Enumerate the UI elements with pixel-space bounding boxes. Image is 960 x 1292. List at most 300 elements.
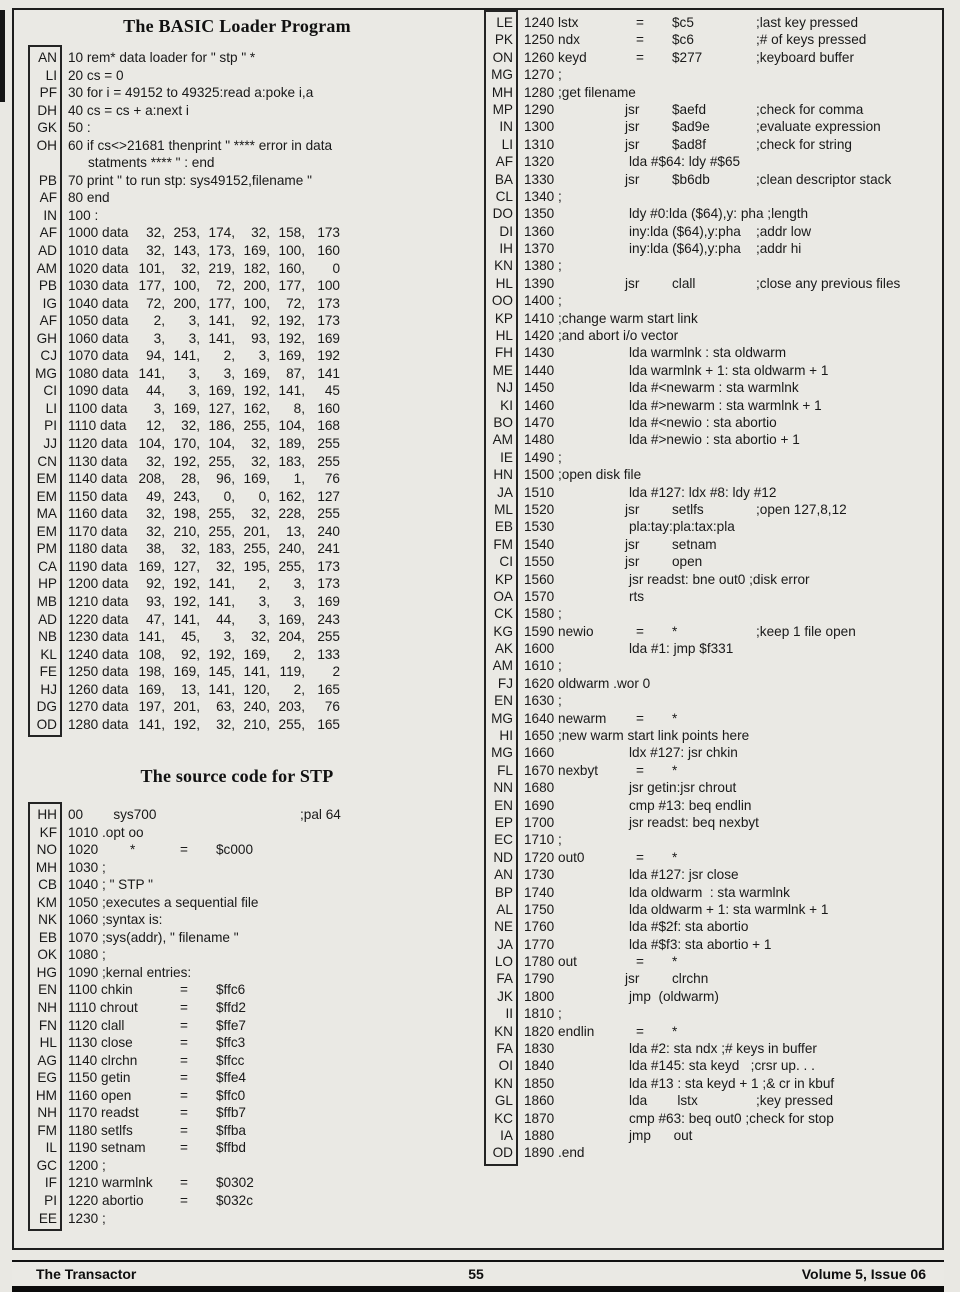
- line-number: 1030 data: [68, 278, 129, 294]
- code-text: 1230 ;: [68, 1210, 106, 1226]
- data-value: 28,: [181, 471, 200, 487]
- code-line: [68, 628, 462, 646]
- code-line: [524, 1040, 940, 1057]
- code-row: [28, 435, 462, 453]
- checksum-badge: HJ: [40, 681, 57, 697]
- instruction-text: ldy #0:lda ($64),y: pha ;length: [629, 206, 809, 222]
- operand-value: $c6: [672, 32, 694, 48]
- data-value: 0,: [258, 488, 270, 504]
- data-value: 100,: [243, 295, 270, 311]
- code-text: 1500 ;open disk file: [524, 467, 642, 483]
- checksum-badge: LI: [45, 67, 57, 83]
- checksum-badge: AF: [39, 190, 57, 206]
- data-value: 192,: [208, 646, 235, 662]
- program-counter-symbol: *: [130, 842, 136, 858]
- checksum-badge: KF: [39, 824, 57, 840]
- code-row: [484, 275, 940, 292]
- data-value: 168: [317, 418, 340, 434]
- code-row: [28, 1139, 462, 1157]
- data-value: 192,: [243, 383, 270, 399]
- code-text: 1810 ;: [524, 1006, 562, 1022]
- code-line: [524, 518, 940, 535]
- code-row: [484, 1005, 940, 1022]
- checksum-badge: NB: [38, 629, 57, 645]
- opcode: jsr: [625, 971, 640, 987]
- instruction-text: lda warmlnk + 1: sta oldwarm + 1: [629, 362, 829, 378]
- data-value: 38,: [146, 541, 165, 557]
- code-line: [68, 154, 462, 172]
- data-value: 192,: [173, 716, 200, 732]
- code-line: [68, 417, 462, 435]
- equals-sign: =: [636, 710, 644, 726]
- code-row: [28, 698, 462, 716]
- operand-value: open: [672, 554, 703, 570]
- line-number: 1180 data: [68, 541, 128, 557]
- code-line: [524, 571, 940, 588]
- line-number: 1230 data: [68, 629, 129, 645]
- data-value: 141,: [208, 681, 235, 697]
- line-number: 1310: [524, 136, 555, 152]
- checksum-badge: PB: [38, 172, 57, 188]
- line-label: 1140 clrchn: [68, 1052, 138, 1068]
- instruction-text: lda #1: jmp $f331: [629, 641, 734, 657]
- data-value: 133: [317, 646, 340, 662]
- code-row: [28, 894, 462, 912]
- checksum-badge: DG: [36, 699, 57, 715]
- data-value: 32,: [251, 453, 270, 469]
- line-number: 1390: [524, 275, 555, 291]
- data-value: 108,: [138, 646, 165, 662]
- code-line: [68, 593, 462, 611]
- code-line: [524, 362, 940, 379]
- instruction-text: pla:tay:pla:tax:pla: [629, 519, 735, 535]
- code-line: [524, 327, 940, 344]
- data-value: 3,: [223, 629, 235, 645]
- data-value: 93,: [251, 330, 270, 346]
- code-line: [68, 1069, 462, 1087]
- checksum-badge: CN: [37, 453, 57, 469]
- code-line: [524, 797, 940, 814]
- line-number: 1370: [524, 241, 555, 257]
- code-row: [484, 571, 940, 588]
- data-value: 141,: [138, 365, 165, 381]
- operand-value: $aefd: [672, 101, 707, 117]
- checksum-badge: KN: [494, 1075, 513, 1091]
- code-line: [524, 66, 940, 83]
- code-row: [28, 1210, 462, 1228]
- data-value: 160,: [278, 260, 305, 276]
- line-number: 1480: [524, 432, 555, 448]
- instruction-text: lda warmlnk : sta oldwarm: [629, 345, 787, 361]
- code-row: [484, 310, 940, 327]
- code-line: [68, 806, 462, 824]
- data-value: 141,: [173, 611, 200, 627]
- operand-value: *: [672, 710, 678, 726]
- checksum-badge: AK: [494, 641, 513, 657]
- code-text: 100 :: [68, 207, 99, 223]
- data-value: 32,: [216, 558, 235, 574]
- checksum-badge: MP: [492, 101, 513, 117]
- line-label: 1250 ndx: [524, 32, 580, 48]
- opcode: jsr: [625, 554, 640, 570]
- line-number: 1450: [524, 380, 555, 396]
- data-value: 32,: [146, 453, 165, 469]
- code-row: [484, 431, 940, 448]
- equals-sign: =: [180, 1000, 188, 1016]
- code-row: [484, 762, 940, 779]
- line-number: 1060 data: [68, 330, 129, 346]
- code-text: 40 cs = cs + a:next i: [68, 102, 189, 118]
- checksum-badge: HM: [35, 1087, 57, 1103]
- data-value: 219,: [208, 260, 235, 276]
- code-line: [524, 1092, 940, 1109]
- code-row: [484, 1023, 940, 1040]
- equals-sign: =: [180, 1193, 188, 1209]
- data-value: 255: [317, 506, 340, 522]
- data-value: 141,: [138, 629, 165, 645]
- data-value: 192: [317, 348, 340, 364]
- code-row: [28, 716, 462, 734]
- code-row: [484, 831, 940, 848]
- data-value: 63,: [216, 699, 235, 715]
- checksum-badge: FN: [38, 1017, 57, 1033]
- code-row: [484, 414, 940, 431]
- equals-sign: =: [636, 15, 644, 30]
- data-value: 141,: [208, 593, 235, 609]
- footer-issue: Volume 5, Issue 06: [801, 1266, 926, 1282]
- data-value: 192,: [173, 593, 200, 609]
- code-line: [68, 172, 462, 190]
- code-row: [28, 382, 462, 400]
- checksum-badge: MG: [491, 745, 513, 761]
- code-line: [524, 744, 940, 761]
- checksum-badge: OK: [37, 947, 57, 963]
- data-value: 169,: [138, 558, 165, 574]
- data-value: 104,: [278, 418, 305, 434]
- code-row: [28, 453, 462, 471]
- code-row: [484, 918, 940, 935]
- code-line: [524, 379, 940, 396]
- code-line: [68, 558, 462, 576]
- checksum-badge: ME: [492, 362, 513, 378]
- code-row: [484, 466, 940, 483]
- code-row: [28, 575, 462, 593]
- code-line: [68, 859, 462, 877]
- code-row: [28, 681, 462, 699]
- data-value: 141,: [208, 576, 235, 592]
- data-value: 169,: [173, 400, 200, 416]
- line-number: 1790: [524, 971, 555, 987]
- code-text: 1040 ; " STP ": [68, 877, 153, 893]
- code-line: [68, 663, 462, 681]
- code-row: [484, 257, 940, 274]
- code-row: [28, 277, 462, 295]
- line-number: 1130 data: [68, 453, 128, 469]
- checksum-badge: OD: [492, 1145, 513, 1161]
- checksum-badge: NH: [37, 1105, 57, 1121]
- instruction-text: lda #>newarm : sta warmlnk + 1: [629, 397, 822, 413]
- operand-value: setnam: [672, 536, 717, 552]
- line-number: 1830: [524, 1041, 555, 1057]
- operand-value: $ffe4: [216, 1070, 246, 1086]
- line-label: 1170 readst: [68, 1105, 139, 1121]
- data-value: 0,: [223, 488, 235, 504]
- code-row: [28, 964, 462, 982]
- checksum-badge: EB: [38, 929, 57, 945]
- line-number: 1200 data: [68, 576, 129, 592]
- code-text: 1620 oldwarm .wor 0: [524, 675, 651, 691]
- line-number: 1440: [524, 362, 555, 378]
- data-value: 201,: [173, 699, 200, 715]
- footer-magazine-title: The Transactor: [36, 1266, 137, 1282]
- code-line: [68, 1210, 462, 1228]
- code-text: 1710 ;: [524, 832, 562, 848]
- data-value: 119,: [279, 664, 305, 680]
- line-number: 1680: [524, 780, 555, 796]
- code-text: 30 for i = 49152 to 49325:read a:poke i,a: [68, 85, 314, 101]
- code-row: [28, 824, 462, 842]
- line-number: 1140 data: [68, 471, 128, 487]
- data-value: 158,: [278, 225, 305, 241]
- data-value: 173: [317, 313, 340, 329]
- code-row: [484, 240, 940, 257]
- operand-value: *: [672, 954, 678, 970]
- instruction-text: lda #145: sta keyd ;crsr up. . .: [629, 1058, 815, 1074]
- checksum-badge: CK: [494, 606, 513, 622]
- data-value: 8,: [293, 400, 305, 416]
- code-row: [28, 137, 462, 155]
- checksum-badge: FM: [493, 536, 513, 552]
- data-value: 160: [317, 243, 340, 259]
- data-value: 162,: [243, 400, 270, 416]
- data-value: 255: [317, 629, 340, 645]
- code-text: 1010 .opt oo: [68, 824, 144, 840]
- code-row: [484, 797, 940, 814]
- checksum-badge: PF: [39, 85, 57, 101]
- line-number: 1840: [524, 1058, 555, 1074]
- data-value: 32,: [181, 541, 200, 557]
- operand-value: $ffd2: [216, 1000, 246, 1016]
- code-line: [524, 101, 940, 118]
- data-value: 173: [317, 295, 340, 311]
- data-value: 192,: [278, 313, 305, 329]
- data-value: 210,: [173, 523, 200, 539]
- checksum-badge: JA: [497, 484, 513, 500]
- code-comment: ;open 127,8,12: [756, 501, 847, 517]
- code-line: [524, 605, 940, 622]
- line-number: 1050 data: [68, 313, 129, 329]
- code-row: [28, 119, 462, 137]
- data-value: 92,: [181, 646, 200, 662]
- checksum-badge: BP: [494, 884, 513, 900]
- code-row: [484, 884, 940, 901]
- instruction-text: lda #<newio : sta abortio: [629, 414, 777, 430]
- checksum-badge: CJ: [40, 348, 57, 364]
- checksum-badge: KN: [494, 258, 513, 274]
- code-line: [524, 692, 940, 709]
- operand-value: $c5: [672, 15, 694, 30]
- code-row: [28, 330, 462, 348]
- code-row: [28, 417, 462, 435]
- line-number: 1660: [524, 745, 555, 761]
- data-value: 145,: [208, 664, 235, 680]
- data-value: 32,: [181, 418, 200, 434]
- code-row: [484, 588, 940, 605]
- data-value: 100,: [173, 278, 200, 294]
- code-line: [524, 727, 940, 744]
- checksum-badge: AM: [492, 432, 513, 448]
- code-line: [524, 588, 940, 605]
- instruction-text: lda #$64: ldy #$65: [629, 154, 741, 170]
- code-comment: ;clean descriptor stack: [756, 171, 892, 187]
- line-number: 1290: [524, 101, 555, 117]
- code-line: [68, 841, 462, 859]
- operand-value: $032c: [216, 1193, 254, 1209]
- instruction-text: jmp out: [629, 1128, 693, 1143]
- data-value: 127,: [208, 400, 235, 416]
- code-row: [484, 136, 940, 153]
- operand-value: $ffcc: [216, 1052, 245, 1068]
- code-text: 1090 ;kernal entries:: [68, 964, 192, 980]
- checksum-badge: IE: [500, 449, 513, 465]
- line-label: 1110 chrout: [68, 1000, 138, 1016]
- checksum-badge: KN: [494, 1023, 513, 1039]
- code-text: 1630 ;: [524, 693, 562, 709]
- code-row: [484, 518, 940, 535]
- code-row: [28, 1104, 462, 1122]
- code-line: [68, 681, 462, 699]
- code-line: [524, 310, 940, 327]
- code-line: [68, 929, 462, 947]
- checksum-badge: DH: [37, 102, 57, 118]
- line-label: 1780 out: [524, 954, 577, 970]
- operand-value: $ffba: [216, 1122, 246, 1138]
- code-row: [484, 118, 940, 135]
- code-line: [524, 953, 940, 970]
- operand-value: *: [672, 1023, 678, 1039]
- code-line: [68, 1157, 462, 1175]
- checksum-badge: KM: [36, 894, 57, 910]
- data-value: 100: [317, 278, 340, 294]
- checksum-badge: HI: [499, 728, 513, 744]
- data-value: 76: [324, 699, 340, 715]
- data-value: 255,: [243, 418, 270, 434]
- code-row: [28, 67, 462, 85]
- code-text: 1410 ;change warm start link: [524, 310, 698, 326]
- checksum-badge: JA: [497, 936, 513, 952]
- checksum-badge: EC: [494, 832, 513, 848]
- instruction-text: iny:lda ($64),y:pha ;addr low: [629, 223, 812, 239]
- code-line: [68, 365, 462, 383]
- equals-sign: =: [180, 1070, 188, 1086]
- code-row: [484, 1075, 940, 1092]
- code-line: [524, 1023, 940, 1040]
- code-text: 1380 ;: [524, 258, 562, 274]
- data-value: 169,: [243, 646, 270, 662]
- code-line: [68, 119, 462, 137]
- data-value: 201,: [243, 523, 270, 539]
- equals-sign: =: [636, 32, 644, 48]
- code-line: [524, 414, 940, 431]
- code-line: [524, 901, 940, 918]
- checksum-badge: HL: [39, 1035, 57, 1051]
- code-text: 70 print " to run stp: sys49152,filename ": [68, 172, 312, 188]
- data-value: 3,: [293, 576, 305, 592]
- data-value: 183,: [208, 541, 235, 557]
- checksum-badge: MA: [36, 506, 57, 522]
- code-row: [484, 153, 940, 170]
- code-row: [484, 1127, 940, 1144]
- data-value: 87,: [286, 365, 305, 381]
- instruction-text: jsr readst: bne out0 ;disk error: [629, 571, 810, 587]
- checksum-badge: IN: [43, 207, 57, 223]
- data-value: 72,: [216, 278, 235, 294]
- operand-value: clrchn: [672, 971, 709, 987]
- checksum-badge: EP: [494, 814, 513, 830]
- data-value: 197,: [138, 699, 165, 715]
- line-number: 1020 data: [68, 260, 129, 276]
- line-number: 1860: [524, 1093, 555, 1109]
- code-row: [484, 379, 940, 396]
- line-label: 1590 newio: [524, 623, 594, 639]
- data-value: 3,: [188, 383, 200, 399]
- checksum-badge: IF: [44, 1175, 57, 1191]
- data-value: 241: [317, 541, 340, 557]
- code-line: [524, 205, 940, 222]
- code-line: [68, 1017, 462, 1035]
- line-label: 1190 setnam: [68, 1140, 146, 1156]
- checksum-badge: PK: [494, 32, 513, 48]
- line-number: 1190 data: [68, 558, 128, 574]
- data-value: 240,: [278, 541, 305, 557]
- equals-sign: =: [180, 1035, 188, 1051]
- operand-value: $0302: [216, 1175, 254, 1191]
- code-row: [28, 806, 462, 824]
- code-text: 80 end: [68, 190, 110, 206]
- checksum-badge: CI: [43, 383, 57, 399]
- data-value: 2,: [293, 681, 305, 697]
- code-line: [524, 501, 940, 518]
- code-line: [68, 1034, 462, 1052]
- opcode: jsr: [625, 101, 640, 117]
- operand-value: $ad9e: [672, 119, 710, 135]
- instruction-text: lda #>newio : sta abortio + 1: [629, 432, 800, 448]
- checksum-badge: HL: [495, 275, 513, 291]
- code-comment: ;last key pressed: [756, 15, 858, 30]
- equals-sign: =: [180, 1175, 188, 1191]
- data-value: 45,: [181, 629, 200, 645]
- code-row: [484, 49, 940, 66]
- operand-value: $ffe7: [216, 1017, 246, 1033]
- checksum-badge: GH: [36, 330, 57, 346]
- checksum-badge: ND: [493, 849, 513, 865]
- data-value: 173: [317, 225, 340, 241]
- checksum-badge: AM: [492, 658, 513, 674]
- data-value: 104,: [138, 436, 165, 452]
- code-line: [524, 1005, 940, 1022]
- data-value: 183,: [278, 453, 305, 469]
- operand-value: $c000: [216, 842, 254, 858]
- data-value: 49,: [146, 488, 165, 504]
- code-line: [524, 484, 940, 501]
- code-line: [68, 102, 462, 120]
- code-line: [68, 876, 462, 894]
- code-row: [28, 663, 462, 681]
- line-label: 1160 open: [68, 1087, 132, 1103]
- checksum-badge: CI: [499, 554, 513, 570]
- instruction-text: lda lstx: [629, 1093, 698, 1109]
- equals-sign: =: [636, 623, 644, 639]
